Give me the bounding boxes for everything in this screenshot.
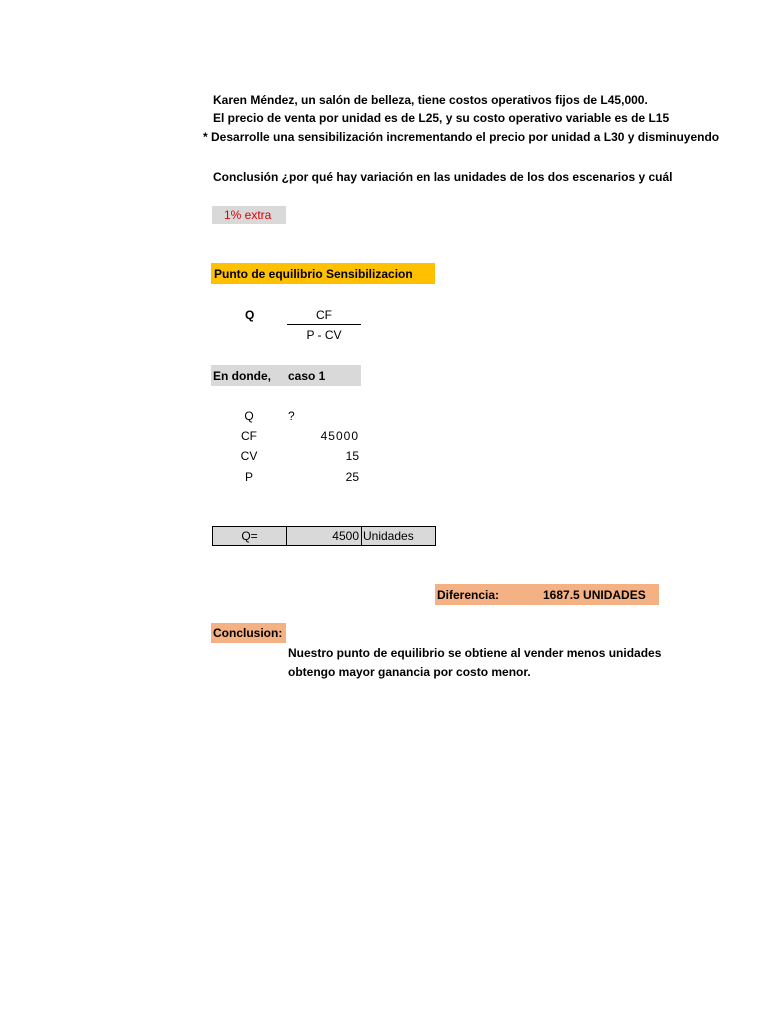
conclusion-label-cell: [211, 623, 286, 643]
difference-row: [435, 584, 659, 605]
result-label: Q=: [241, 529, 258, 543]
difference-value: 1687.5 UNIDADES: [543, 588, 646, 602]
fraction-line: [287, 324, 361, 325]
conclusion-line-1: Nuestro punto de equilibrio se obtiene al vender menos unidades: [288, 646, 662, 660]
result-label-cell: [212, 526, 287, 546]
section-title: Punto de equilibrio Sensibilizacion: [211, 263, 435, 284]
where-row: [211, 365, 361, 386]
result-value-cell: [286, 526, 362, 546]
intro-line-1: Karen Méndez, un salón de belleza, tiene costos operativos fijos de L45,000.: [213, 93, 648, 107]
intro-line-4: Conclusión ¿por qué hay variación en las unidades de los dos escenarios y cuál: [213, 170, 673, 184]
var-q-name: Q: [244, 409, 254, 423]
result-value: 4500: [332, 529, 359, 543]
formula-numerator: CF: [316, 308, 332, 322]
var-p-value: 25: [345, 470, 359, 484]
formula-q: Q: [245, 308, 255, 322]
var-q-value: ?: [288, 409, 295, 423]
result-unit: Unidades: [363, 529, 414, 543]
intro-line-2: El precio de venta por unidad es de L25, y su costo operativo variable es de L15: [213, 111, 670, 125]
var-cv-name: CV: [240, 449, 258, 463]
extra-cell: [212, 206, 286, 224]
difference-label: Diferencia:: [437, 588, 500, 602]
conclusion-line-2: obtengo mayor ganancia por costo menor.: [288, 665, 531, 679]
intro-line-3: * Desarrolle una sensibilización incrementando el precio por unidad a L30 y disminuyendo: [203, 130, 720, 144]
conclusion-label: Conclusion:: [213, 626, 283, 640]
where-label: En donde,: [213, 369, 271, 383]
where-case: caso 1: [288, 369, 326, 383]
var-cf-name: CF: [241, 429, 257, 443]
var-cv-value: 15: [345, 449, 359, 463]
result-unit-cell: [361, 526, 436, 546]
var-cf-value: 45000: [320, 429, 359, 443]
var-p-name: P: [244, 470, 253, 484]
formula-denominator: P - CV: [306, 328, 342, 342]
extra-label: 1% extra: [224, 208, 272, 222]
